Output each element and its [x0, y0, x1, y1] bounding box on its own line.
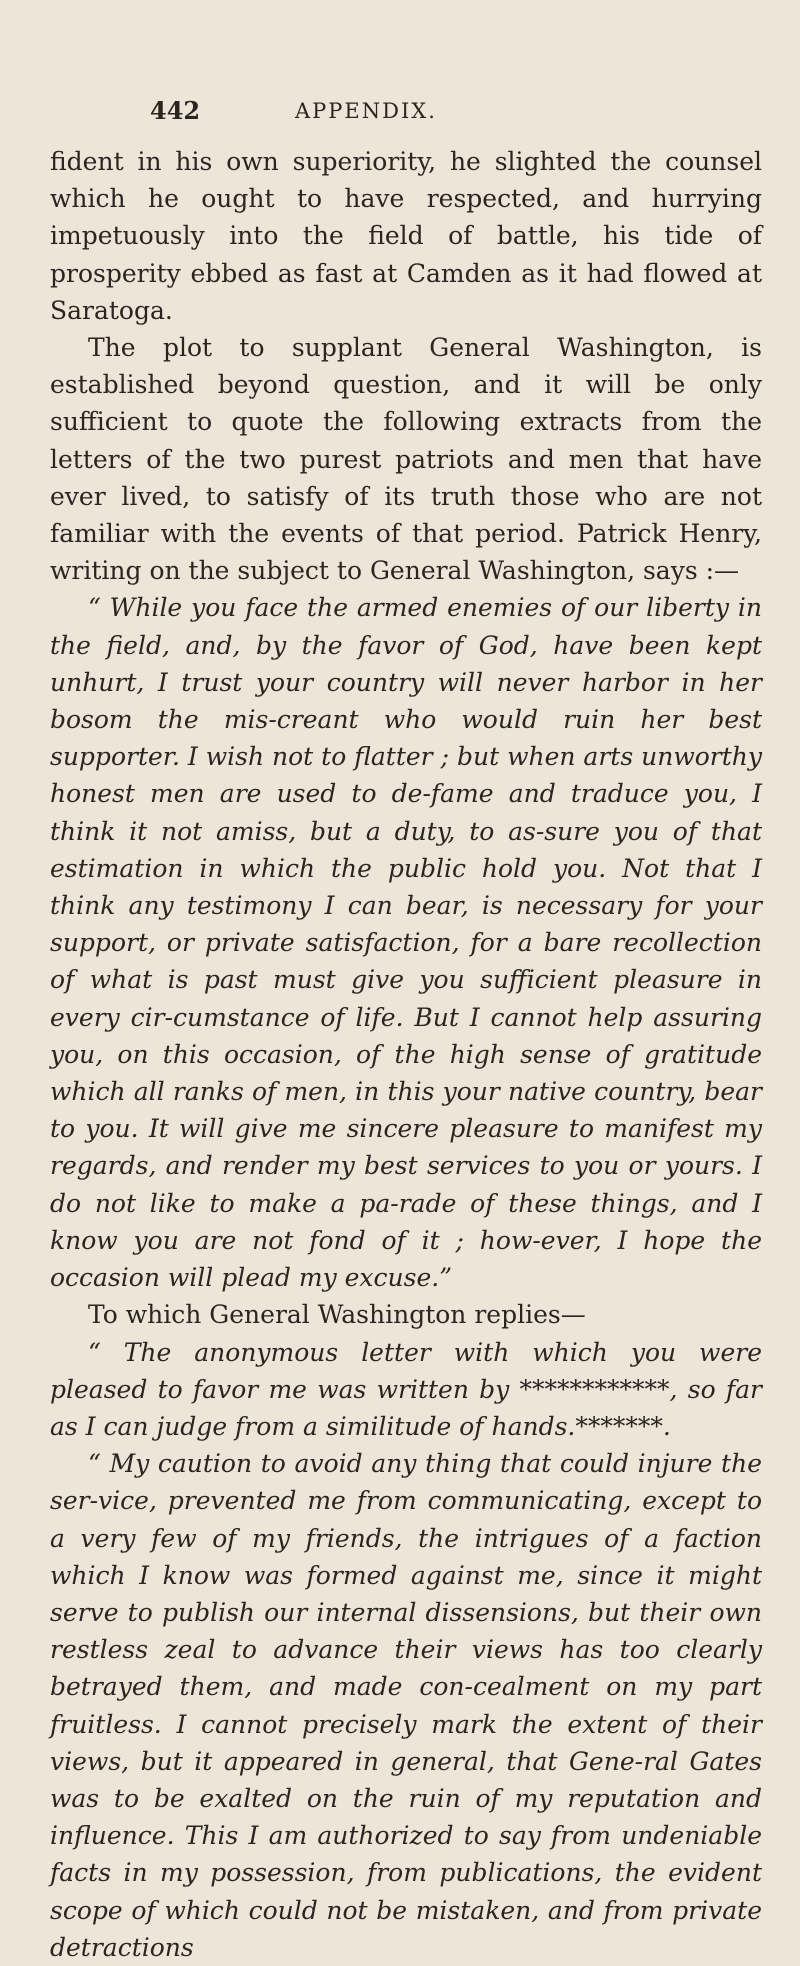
quoted-paragraph: “ The anonymous letter with which you were pleased to favor me was written by ************, so far as I can judge from a similitude of hands.*******.	[50, 1337, 762, 1441]
paragraph: The plot to supplant General Washington, is established beyond question, and it will be only sufficient to quote the following extracts from the letters of the two purest patriots and men that have ever lived, to satisfy of its truth those who are not familiar with the events of that period. Patrick Henry, writing on the subject to General Washington, says :—	[50, 333, 762, 586]
quoted-paragraph: “ My caution to avoid any thing that could injure the ser-vice, prevented me from communicating, except to a very few of my friends, the intrigues of a faction which I know was formed against me, since it might serve to publish our internal dissensions, but their own restless zeal to advance their views has too clearly betrayed them, and made con-cealment on my part fruitless. I cannot precisely mark the extent of their views, but it appeared in general, that Gene-ral Gates was to be exalted on the ruin of my reputation and influence. This I am authorized to say from undeniable facts in my possession, from publications, the evident scope of which could not be mistaken, and from private detractions	[50, 1449, 762, 1962]
page-body	[50, 143, 762, 1966]
quoted-paragraph: “ While you face the armed enemies of our liberty in the field, and, by the favor of God, have been kept unhurt, I trust your country will never harbor in her bosom the mis-creant who would ruin her best supporter. I wish not to flatter ; but when arts unworthy honest men are used to de-fame and traduce you, I think it not amiss, but a duty, to as-sure you of that estimation in which the public hold you. Not that I think any testimony I can bear, is necessary for your support, or private satisfaction, for a bare recollection of what is past must give you sufficient pleasure in every cir-cumstance of life. But I cannot help assuring you, on this occasion, of the high sense of gratitude which all ranks of men, in this your native country, bear to you. It will give me sincere pleasure to manifest my regards, and render my best services to you or yours. I do not like to make a pa-rade of these things, and I know you are not fond of it ; how-ever, I hope the occasion will plead my excuse.”	[50, 593, 762, 1293]
page-number: 442	[150, 96, 201, 125]
paragraph: To which General Washington replies—	[88, 1300, 586, 1330]
running-head: APPENDIX.	[295, 99, 437, 123]
page-header	[150, 96, 760, 128]
paragraph: fident in his own superiority, he slighted the counsel which he ought to have respected, and hurrying impetuously into the field of battle, his tide of prosperity ebbed as fast at Camden as it had flowed at Saratoga.	[50, 147, 762, 325]
